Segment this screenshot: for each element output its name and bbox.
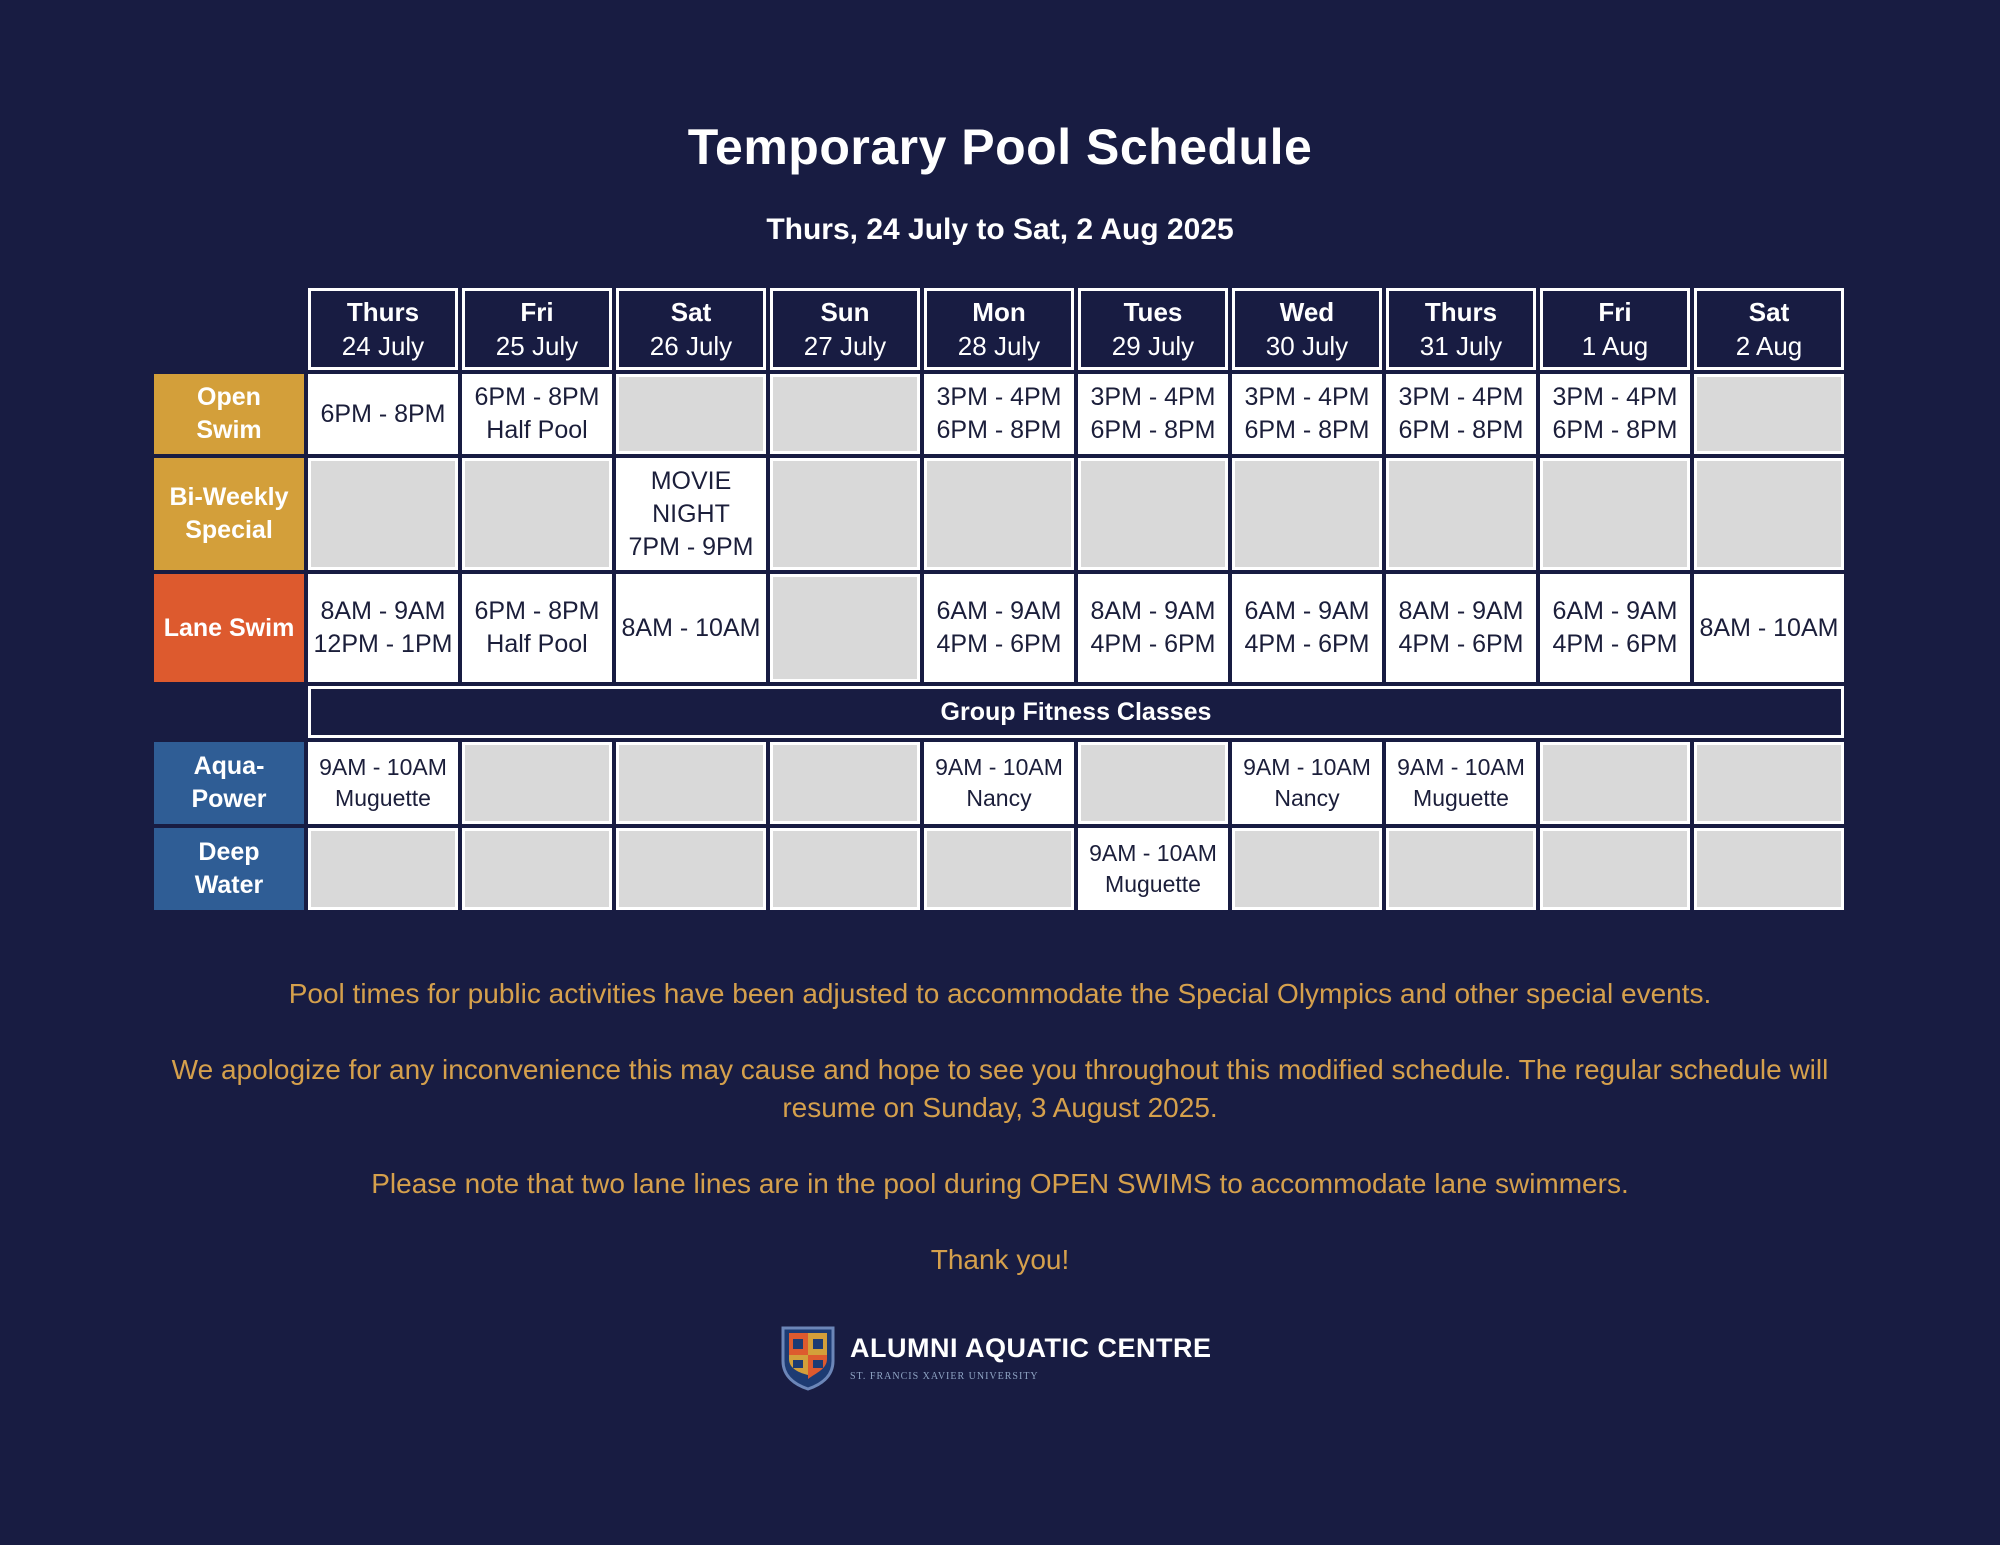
note-thank-you: Thank you! bbox=[930, 1244, 1070, 1275]
schedule-cell bbox=[924, 828, 1074, 910]
day-date: 30 July bbox=[1265, 331, 1349, 361]
schedule-cell bbox=[770, 828, 920, 910]
schedule-cell bbox=[1232, 828, 1382, 910]
schedule-cell: 3PM - 4PM 6PM - 8PM bbox=[1540, 374, 1690, 454]
day-header bbox=[462, 288, 612, 370]
day-header bbox=[616, 288, 766, 370]
day-header bbox=[770, 288, 920, 370]
schedule-cell bbox=[616, 828, 766, 910]
day-date: 2 Aug bbox=[1735, 331, 1803, 361]
row-label: Bi-Weekly Special bbox=[154, 458, 304, 570]
schedule-cell: 9AM - 10AM Muguette bbox=[308, 742, 458, 824]
notes-section bbox=[150, 975, 1850, 1317]
day-header bbox=[1694, 288, 1844, 370]
day-date: 24 July bbox=[341, 331, 425, 361]
schedule-cell bbox=[1694, 742, 1844, 824]
day-name: Mon bbox=[972, 297, 1026, 327]
schedule-cell: 9AM - 10AM Muguette bbox=[1078, 828, 1228, 910]
schedule-cell: 3PM - 4PM 6PM - 8PM bbox=[1078, 374, 1228, 454]
schedule-cell: 8AM - 10AM bbox=[616, 574, 766, 682]
day-date: 31 July bbox=[1419, 331, 1503, 361]
schedule-cell: 6AM - 9AM 4PM - 6PM bbox=[924, 574, 1074, 682]
row-label: Aqua- Power bbox=[154, 742, 304, 824]
schedule-cell bbox=[462, 458, 612, 570]
day-header bbox=[1540, 288, 1690, 370]
schedule-cell bbox=[1386, 458, 1536, 570]
day-date: 29 July bbox=[1111, 331, 1195, 361]
crest-icon bbox=[780, 1325, 836, 1391]
schedule-cell: 8AM - 9AM 12PM - 1PM bbox=[308, 574, 458, 682]
schedule-grid bbox=[154, 288, 1844, 910]
row-label: Deep Water bbox=[154, 828, 304, 910]
schedule-cell bbox=[770, 458, 920, 570]
schedule-cell bbox=[462, 828, 612, 910]
day-date: 28 July bbox=[957, 331, 1041, 361]
day-date: 1 Aug bbox=[1581, 331, 1649, 361]
schedule-cell: 3PM - 4PM 6PM - 8PM bbox=[924, 374, 1074, 454]
schedule-cell: 6AM - 9AM 4PM - 6PM bbox=[1232, 574, 1382, 682]
schedule-cell: 3PM - 4PM 6PM - 8PM bbox=[1232, 374, 1382, 454]
schedule-cell: 9AM - 10AM Muguette bbox=[1386, 742, 1536, 824]
schedule-cell: 9AM - 10AM Nancy bbox=[1232, 742, 1382, 824]
schedule-cell: 8AM - 9AM 4PM - 6PM bbox=[1386, 574, 1536, 682]
day-header bbox=[1232, 288, 1382, 370]
note-lane-lines: Please note that two lane lines are in the pool during OPEN SWIMS to accommodate lane swimmers. bbox=[371, 1168, 1629, 1199]
day-name: Thurs bbox=[346, 297, 420, 327]
logo-name: ALUMNI AQUATIC CENTRE bbox=[850, 1333, 1212, 1363]
day-name: Sun bbox=[820, 297, 870, 327]
day-header bbox=[1078, 288, 1228, 370]
group-fitness-header: Group Fitness Classes bbox=[308, 686, 1844, 738]
date-range-subtitle: Thurs, 24 July to Sat, 2 Aug 2025 bbox=[766, 213, 1234, 246]
schedule-cell bbox=[308, 458, 458, 570]
day-name: Thurs bbox=[1424, 297, 1498, 327]
day-date: 27 July bbox=[803, 331, 887, 361]
schedule-cell: 9AM - 10AM Nancy bbox=[924, 742, 1074, 824]
day-name: Fri bbox=[1598, 297, 1632, 327]
logo-subname: ST. FRANCIS XAVIER UNIVERSITY bbox=[850, 1371, 1039, 1382]
schedule-cell: 8AM - 10AM bbox=[1694, 574, 1844, 682]
schedule-cell bbox=[770, 742, 920, 824]
schedule-cell bbox=[1540, 828, 1690, 910]
schedule-cell bbox=[770, 374, 920, 454]
day-name: Wed bbox=[1279, 297, 1335, 327]
schedule-cell: 6PM - 8PM Half Pool bbox=[462, 374, 612, 454]
schedule-cell: 6PM - 8PM Half Pool bbox=[462, 574, 612, 682]
schedule-cell bbox=[1694, 374, 1844, 454]
schedule-cell bbox=[1078, 458, 1228, 570]
day-name: Sat bbox=[670, 297, 712, 327]
schedule-cell: 8AM - 9AM 4PM - 6PM bbox=[1078, 574, 1228, 682]
note-apology: We apologize for any inconvenience this may cause and hope to see you throughout this modified schedule. The regular schedule will resume on Sunday, 3 August 2025. bbox=[171, 1054, 1829, 1123]
day-header bbox=[308, 288, 458, 370]
grid-corner bbox=[154, 288, 304, 370]
schedule-cell: MOVIE NIGHT 7PM - 9PM bbox=[616, 458, 766, 570]
day-name: Fri bbox=[520, 297, 554, 327]
schedule-cell bbox=[1078, 742, 1228, 824]
day-header bbox=[1386, 288, 1536, 370]
schedule-cell bbox=[616, 742, 766, 824]
day-header bbox=[924, 288, 1074, 370]
schedule-cell bbox=[616, 374, 766, 454]
row-label: Lane Swim bbox=[154, 574, 304, 682]
schedule-cell bbox=[924, 458, 1074, 570]
schedule-cell bbox=[1694, 458, 1844, 570]
day-name: Sat bbox=[1748, 297, 1790, 327]
day-name: Tues bbox=[1123, 297, 1183, 327]
schedule-cell: 3PM - 4PM 6PM - 8PM bbox=[1386, 374, 1536, 454]
schedule-cell bbox=[1386, 828, 1536, 910]
schedule-cell bbox=[1694, 828, 1844, 910]
day-date: 26 July bbox=[649, 331, 733, 361]
schedule-cell: 6AM - 9AM 4PM - 6PM bbox=[1540, 574, 1690, 682]
schedule-cell bbox=[308, 828, 458, 910]
schedule-cell bbox=[1540, 742, 1690, 824]
schedule-cell bbox=[462, 742, 612, 824]
schedule-cell bbox=[1232, 458, 1382, 570]
schedule-cell bbox=[1540, 458, 1690, 570]
note-adjusted-times: Pool times for public activities have been adjusted to accommodate the Special Olympics and other special events. bbox=[288, 978, 1712, 1009]
page-title: Temporary Pool Schedule bbox=[687, 119, 1313, 175]
row-label: Open Swim bbox=[154, 374, 304, 454]
group-spacer bbox=[154, 686, 304, 738]
schedule-cell: 6PM - 8PM bbox=[308, 374, 458, 454]
day-date: 25 July bbox=[495, 331, 579, 361]
alumni-aquatic-centre-logo bbox=[780, 1325, 1230, 1395]
schedule-cell bbox=[770, 574, 920, 682]
